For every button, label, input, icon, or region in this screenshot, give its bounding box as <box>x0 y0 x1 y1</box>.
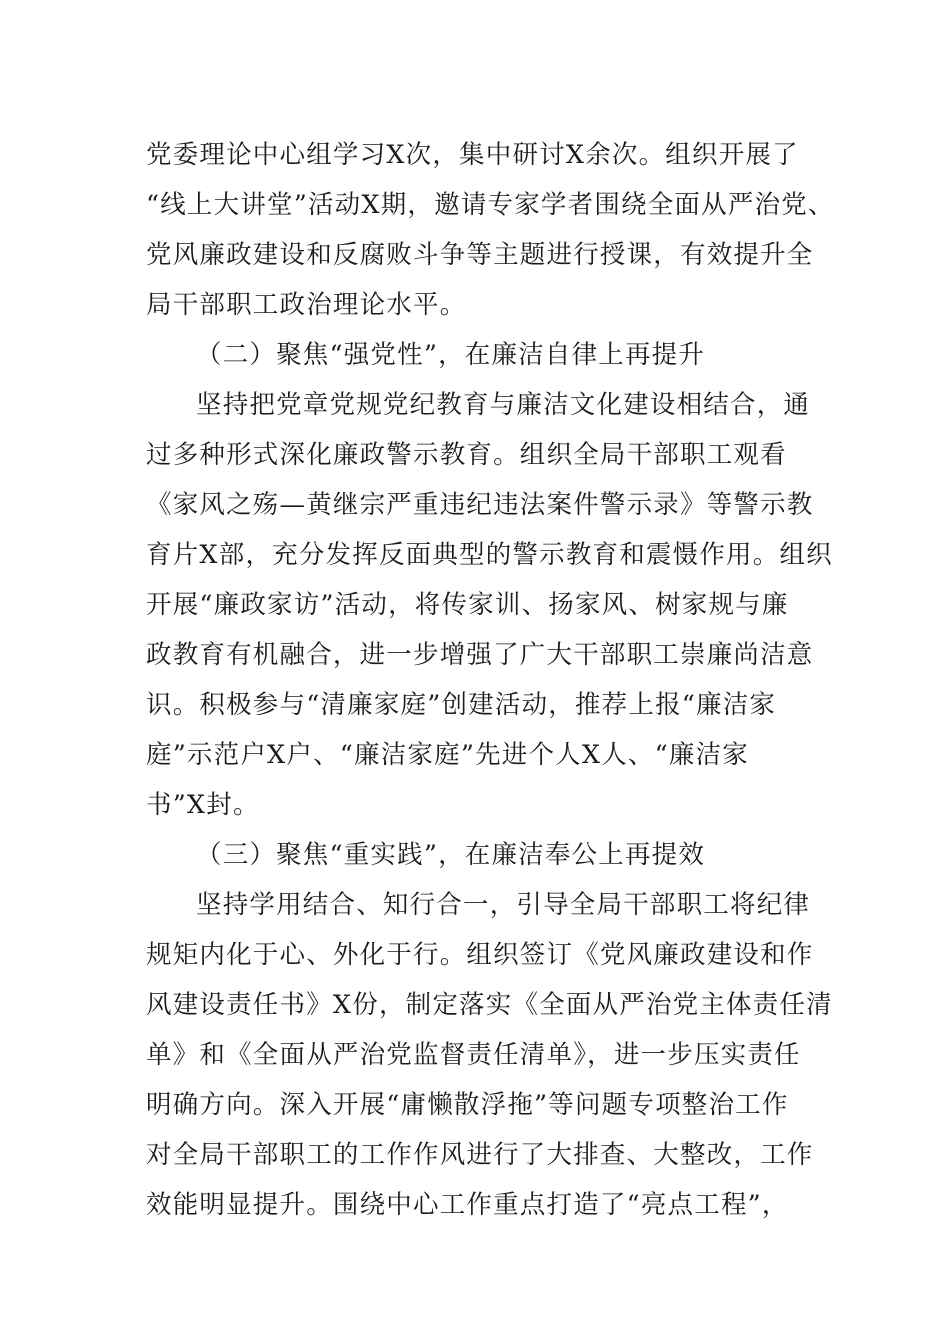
paragraph-line: 政教育有机融合，进一步增强了广大干部职工崇廉尚洁意 <box>146 640 814 670</box>
paragraph-line: 单》和《全面从严治党监督责任清单》，进一步压实责任 <box>146 1040 801 1070</box>
paragraph-line: 对全局干部职工的工作作风进行了大排查、大整改，工作 <box>146 1140 814 1170</box>
paragraph-line: 坚持学用结合、知行合一，引导全局干部职工将纪律 <box>196 890 811 920</box>
paragraph-line: 过多种形式深化廉政警示教育。组织全局干部职工观看 <box>146 440 787 470</box>
paragraph-line: “线上大讲堂”活动X期，邀请专家学者围绕全面从严治党、 <box>146 190 835 220</box>
paragraph-line: 识。积极参与“清廉家庭”创建活动，推荐上报“廉洁家 <box>146 690 777 720</box>
paragraph-line: 《家风之殇—黄继宗严重违纪违法案件警示录》等警示教 <box>146 490 814 520</box>
section-heading-2: （二）聚焦“强党性”，在廉洁自律上再提升 <box>196 340 706 370</box>
paragraph-line: 效能明显提升。围绕中心工作重点打造了“亮点工程”， <box>146 1190 789 1220</box>
paragraph-line: 开展“廉政家访”活动，将传家训、扬家风、树家规与廉 <box>146 590 789 620</box>
paragraph-line: 风建设责任书》X份，制定落实《全面从严治党主体责任清 <box>146 990 833 1020</box>
paragraph-line: 党风廉政建设和反腐败斗争等主题进行授课，有效提升全 <box>146 240 814 270</box>
paragraph-line: 庭”示范户X户、“廉洁家庭”先进个人X人、“廉洁家 <box>146 740 749 770</box>
paragraph-line: 规矩内化于心、外化于行。组织签订《党风廉政建设和作 <box>146 940 814 970</box>
paragraph-line: 局干部职工政治理论水平。 <box>146 290 467 320</box>
paragraph-line: 育片X部，充分发挥反面典型的警示教育和震慑作用。组织 <box>146 540 833 570</box>
section-heading-3: （三）聚焦“重实践”，在廉洁奉公上再提效 <box>196 840 706 870</box>
paragraph-line: 党委理论中心组学习X次，集中研讨X余次。组织开展了 <box>146 140 799 170</box>
paragraph-line: 明确方向。深入开展“庸懒散浮拖”等问题专项整治工作 <box>146 1090 789 1120</box>
paragraph-line: 坚持把党章党规党纪教育与廉洁文化建设相结合，通 <box>196 390 811 420</box>
paragraph-line: 书”X封。 <box>146 790 260 820</box>
